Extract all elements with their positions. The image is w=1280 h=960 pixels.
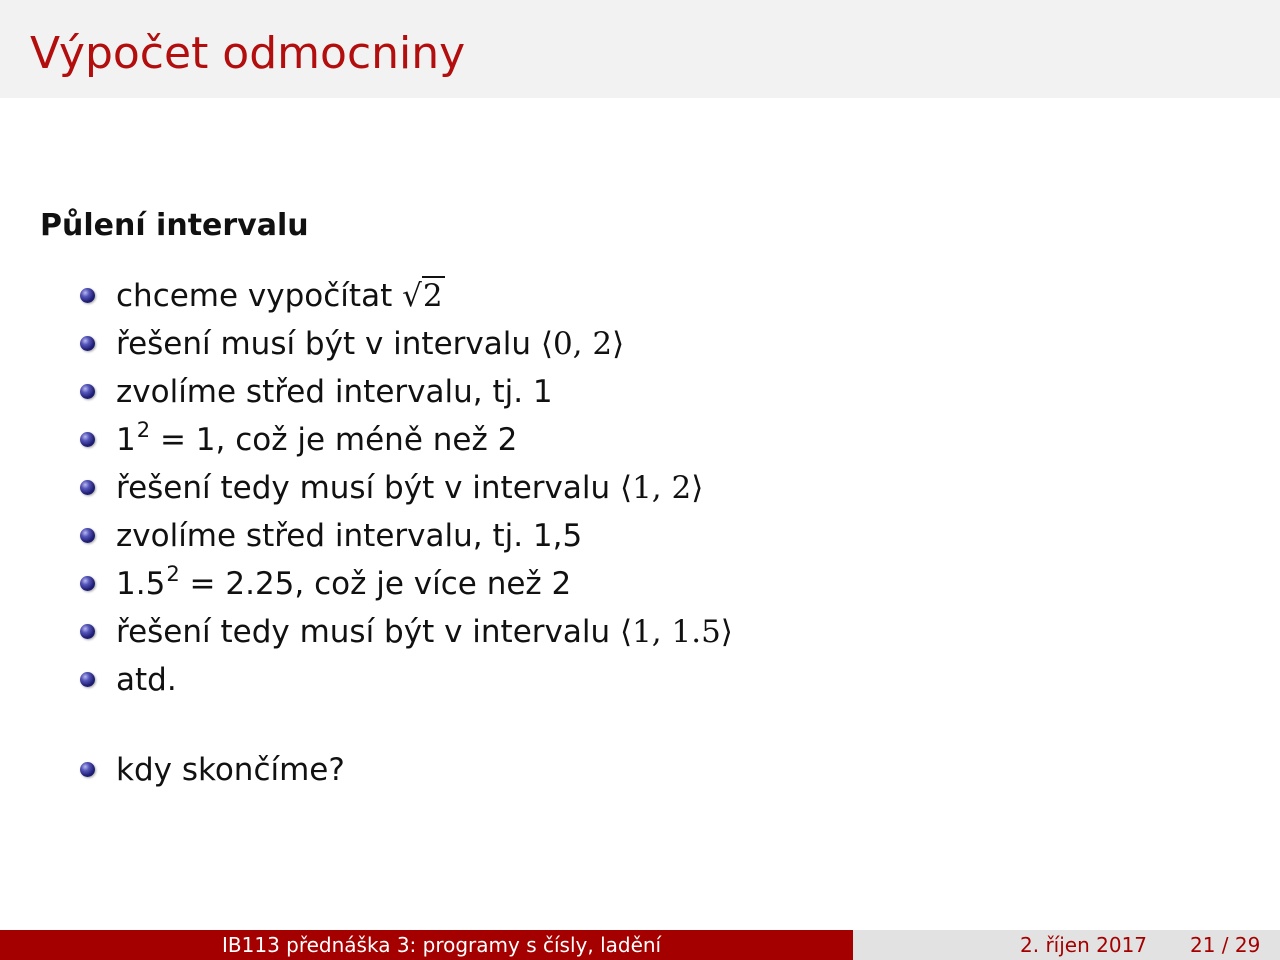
list-item [0,612,1280,658]
list-item-text: atd. [116,662,177,698]
list-item [0,372,1280,418]
list-item-text: řešení tedy musí být v intervalu ⟨1, 1.5⟩ [116,614,733,650]
list-item [0,750,1280,796]
footer-date: 2. říjen 2017 [1020,933,1148,957]
list-item-text: $1.5^2 = 2.25$, což je více než 2 [116,562,572,602]
list-item-text: chceme vypočítat √2 [116,278,443,314]
page-number: 21 / 29 [1190,933,1261,957]
footer-left-panel [0,930,853,960]
list-item-text: zvolíme střed intervalu, tj. 1 [116,374,553,410]
slide-title: Výpočet odmocniny [30,28,466,79]
ball-bullet-icon [80,384,95,399]
list-item-text: $1^2 = 1$, což je méně než 2 [116,418,518,458]
square-root: √2 [402,278,443,314]
ball-bullet-icon [80,528,95,543]
ball-bullet-icon [80,624,95,639]
ball-bullet-icon [80,432,95,447]
footer [0,930,1280,960]
list-item [0,324,1280,370]
list-item [0,276,1280,322]
ball-bullet-icon [80,288,95,303]
list-item-text: řešení tedy musí být v intervalu ⟨1, 2⟩ [116,470,704,506]
ball-bullet-icon [80,336,95,351]
list-item [0,660,1280,706]
list-item [0,420,1280,466]
footer-title: IB113 přednáška 3: programy s čísly, ladění [222,933,662,957]
list-item-text: řešení musí být v intervalu ⟨0, 2⟩ [116,326,625,362]
ball-bullet-icon [80,672,95,687]
list-item-text: zvolíme střed intervalu, tj. 1,5 [116,518,583,554]
ball-bullet-icon [80,480,95,495]
section-heading: Půlení intervalu [40,208,309,243]
list-item-text: kdy skončíme? [116,752,345,788]
list-item [0,564,1280,610]
ball-bullet-icon [80,576,95,591]
list-item [0,516,1280,562]
ball-bullet-icon [80,762,95,777]
list-item [0,468,1280,514]
